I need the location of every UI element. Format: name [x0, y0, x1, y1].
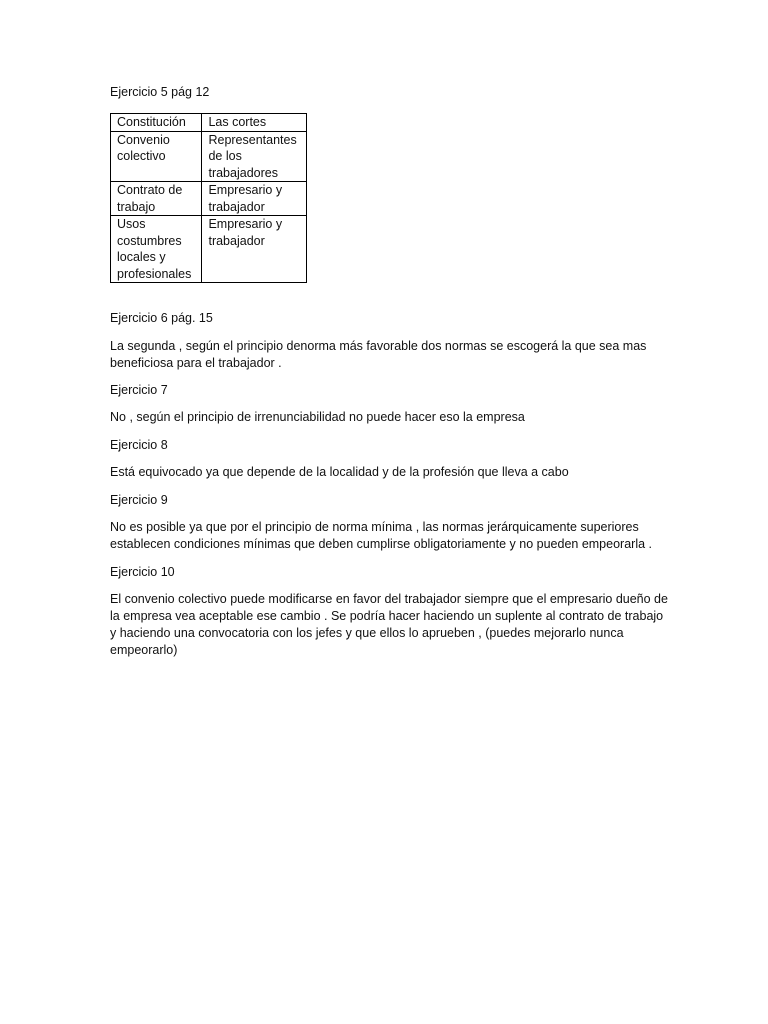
- exercise-7-title: Ejercicio 7: [110, 383, 168, 397]
- table-cell: Usos costumbres locales y profesionales: [111, 216, 202, 283]
- table-row: [111, 114, 307, 132]
- exercise-6-answer: La segunda , según el principio denorma más favorable dos normas se escogerá la que sea mas beneficiosa para el trabajador .: [110, 339, 647, 370]
- table-cell: Empresario y trabajador: [202, 216, 307, 283]
- exercise-8-title: Ejercicio 8: [110, 438, 168, 452]
- exercise-5-title: Ejercicio 5 pág 12: [110, 85, 210, 99]
- exercise-10-answer: El convenio colectivo puede modificarse en favor del trabajador siempre que el empresario dueño de la empresa vea aceptable ese cambio . Se podría hacer haciendo un suplente al contrato de trabajo y haciendo una convocatoria con los jefes y que ellos lo aprueben , (puedes mejorarlo nunca empeorarlo): [110, 592, 668, 657]
- document-page: [110, 84, 670, 659]
- exercise-9-title: Ejercicio 9: [110, 493, 168, 507]
- exercise-5-table: [110, 113, 307, 283]
- exercise-6-title: Ejercicio 6 pág. 15: [110, 311, 213, 325]
- table-cell: Contrato de trabajo: [111, 182, 202, 216]
- table-cell: Convenio colectivo: [111, 131, 202, 182]
- table-cell: Representantes de los trabajadores: [202, 131, 307, 182]
- table-cell: Las cortes: [202, 114, 307, 132]
- exercise-9-answer: No es posible ya que por el principio de norma mínima , las normas jerárquicamente superiores establecen condiciones mínimas que deben cumplirse obligatoriamente y no pueden empeorarla .: [110, 520, 652, 551]
- table-cell: Empresario y trabajador: [202, 182, 307, 216]
- table-cell: Constitución: [111, 114, 202, 132]
- table-row: [111, 182, 307, 216]
- exercise-10-title: Ejercicio 10: [110, 565, 175, 579]
- exercise-7-answer: No , según el principio de irrenunciabilidad no puede hacer eso la empresa: [110, 410, 525, 424]
- table-row: [111, 131, 307, 182]
- table-row: [111, 216, 307, 283]
- exercise-8-answer: Está equivocado ya que depende de la localidad y de la profesión que lleva a cabo: [110, 465, 569, 479]
